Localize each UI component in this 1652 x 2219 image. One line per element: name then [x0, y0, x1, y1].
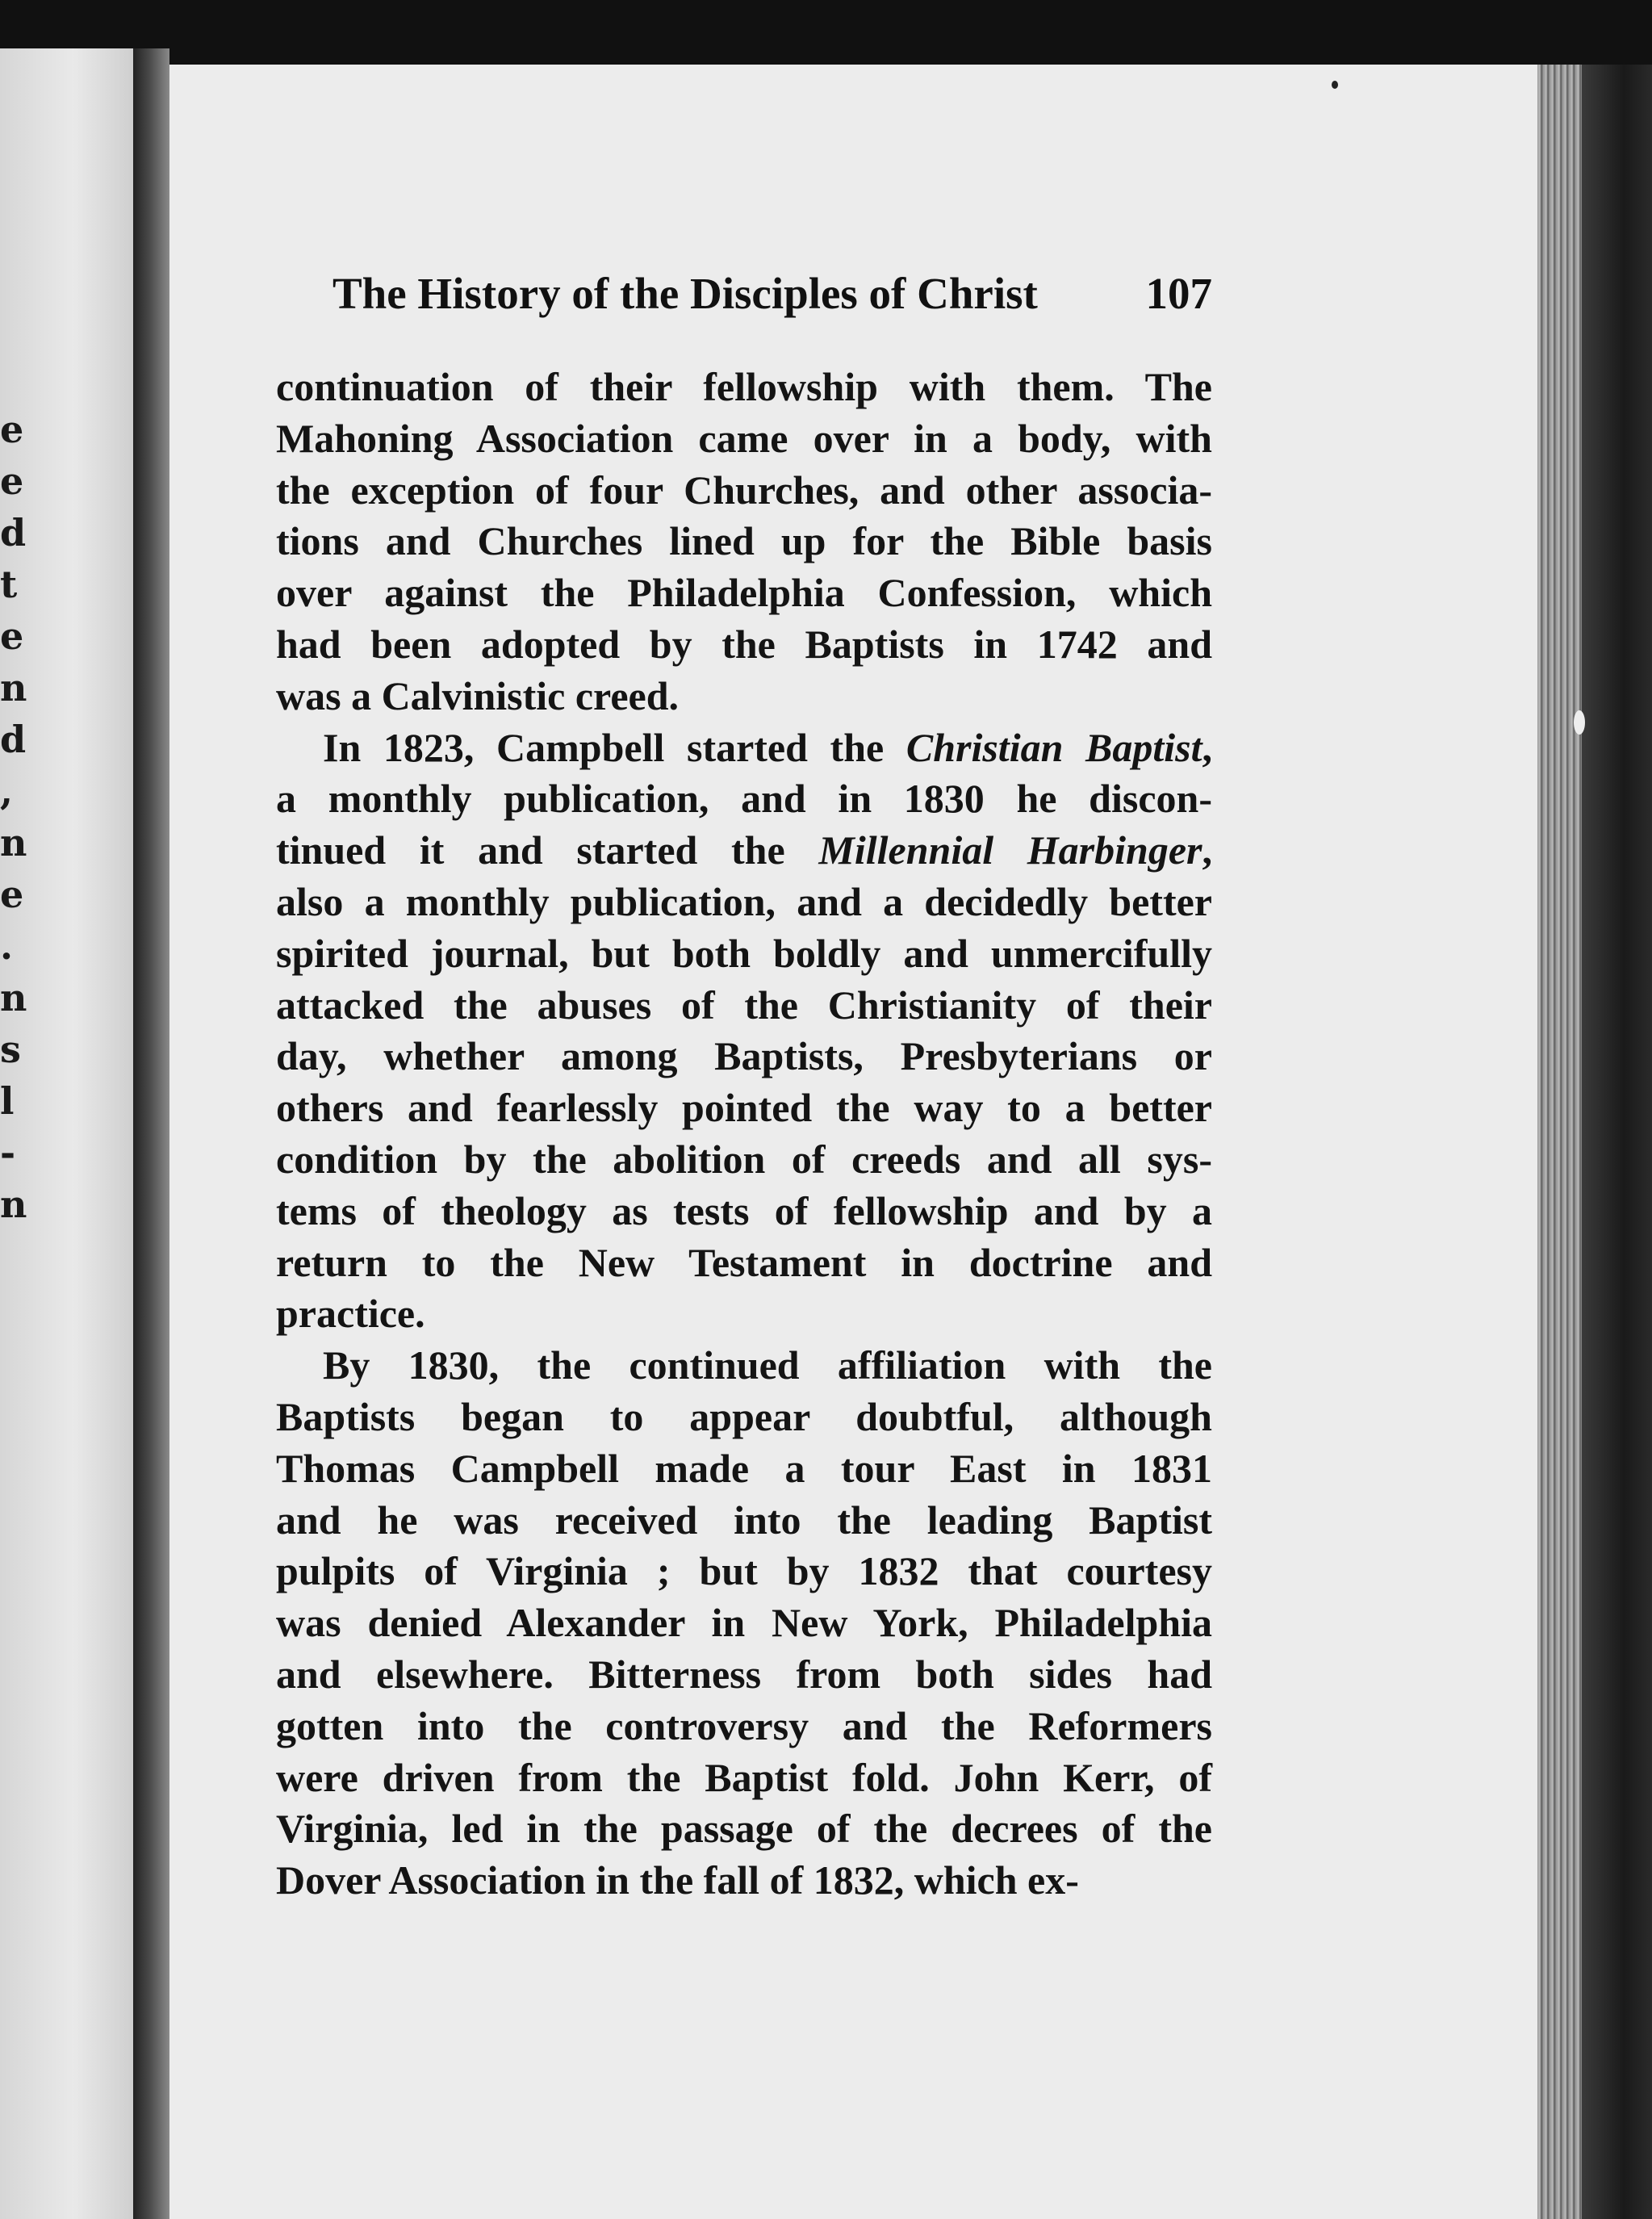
- text-segment: tions and Churches lined up for the Bible basis: [276, 518, 1212, 564]
- text-line: [276, 1752, 1212, 1804]
- fragment: s: [0, 1028, 21, 1071]
- text-line: [276, 465, 1212, 517]
- text-segment: and he was received into the leading Baptist: [276, 1497, 1212, 1543]
- text-line: [276, 928, 1212, 980]
- text-line: [276, 877, 1212, 928]
- text-line: [276, 1597, 1212, 1649]
- text-segment: Thomas Campbell made a tour East in 1831: [276, 1445, 1212, 1491]
- text-line: [276, 567, 1212, 619]
- running-title: The History of the Disciples of Christ: [332, 269, 1038, 318]
- text-segment: tinued it and started the: [276, 827, 819, 873]
- fragment: .: [0, 924, 14, 968]
- text-segment: had been adopted by the Baptists in 1742 and: [276, 621, 1212, 667]
- text-line: [276, 1186, 1212, 1237]
- text-line: [276, 980, 1212, 1032]
- text-segment: gotten into the controversy and the Reformers: [276, 1702, 1212, 1748]
- fragment: n: [0, 1183, 27, 1226]
- fragment: e: [0, 408, 24, 451]
- fragment: n: [0, 976, 27, 1019]
- text-segment: and elsewhere. Bitterness from both sides had: [276, 1651, 1212, 1697]
- text-segment: Virginia, led in the passage of the decrees of the: [276, 1806, 1212, 1852]
- text-segment: was a Calvinistic creed.: [276, 672, 680, 718]
- text-segment: condition by the abolition of creeds and all sys-: [276, 1136, 1212, 1182]
- scan-speck: [1332, 81, 1338, 89]
- fragment: e: [0, 873, 24, 916]
- text-segment: Mahoning Association came over in a body, with: [276, 415, 1212, 461]
- fragment: -: [0, 1131, 16, 1174]
- running-header: [332, 268, 1212, 333]
- text-segment: In 1823, Campbell started the: [323, 724, 906, 770]
- text-segment: others and fearlessly pointed the way to a better: [276, 1085, 1212, 1131]
- text-line: [276, 825, 1212, 877]
- text-line: [276, 1031, 1212, 1082]
- text-segment: a monthly publication, and in 1830 he discon-: [276, 776, 1212, 822]
- fragment: n: [0, 821, 27, 865]
- text-line: [276, 413, 1212, 465]
- text-line: [276, 1649, 1212, 1701]
- text-line: [276, 773, 1212, 825]
- text-line: [276, 1701, 1212, 1752]
- text-line: [276, 671, 1212, 722]
- fragment: n: [0, 666, 27, 710]
- text-segment: practice.: [276, 1291, 425, 1337]
- text-segment: pulpits of Virginia ; but by 1832 that courtesy: [276, 1548, 1212, 1594]
- text-segment: attacked the abuses of the Christianity of their: [276, 982, 1212, 1028]
- fragment: e: [0, 614, 24, 658]
- scan-speck: [1574, 710, 1585, 735]
- text-segment: Dover Association in the fall of 1832, which ex-: [276, 1857, 1079, 1903]
- text-line: [276, 516, 1212, 567]
- page-number: 107: [1145, 269, 1212, 318]
- fragment: ,: [0, 769, 14, 813]
- text-line: [276, 1443, 1212, 1495]
- text-line: [276, 1803, 1212, 1855]
- text-line: [276, 1855, 1212, 1907]
- text-segment: spirited journal, but both boldly and unmercifully: [276, 930, 1212, 976]
- text-segment: tems of theology as tests of fellowship and by a: [276, 1187, 1212, 1233]
- text-line: [276, 362, 1212, 413]
- book-cover-edge: [1582, 65, 1652, 2219]
- text-segment: By 1830, the continued affiliation with the: [323, 1342, 1212, 1388]
- text-segment: Baptists began to appear doubtful, although: [276, 1393, 1212, 1439]
- text-segment: return to the New Testament in doctrine and: [276, 1239, 1212, 1285]
- text-line: [276, 1392, 1212, 1443]
- text-segment: ,: [1202, 724, 1213, 770]
- text-line: [276, 1495, 1212, 1547]
- text-segment: the exception of four Churches, and other associa-: [276, 467, 1212, 513]
- text-line: [276, 619, 1212, 671]
- text-segment: also a monthly publication, and a decidedly better: [276, 878, 1212, 924]
- fragment: t: [0, 563, 18, 606]
- text-segment: were driven from the Baptist fold. John Kerr, of: [276, 1754, 1212, 1800]
- text-line: [276, 1082, 1212, 1134]
- fragment: l: [0, 1079, 15, 1123]
- previous-page-strip: [0, 48, 133, 2219]
- text-segment: continuation of their fellowship with them. The: [276, 364, 1212, 409]
- text-segment: day, whether among Baptists, Presbyterians or: [276, 1033, 1212, 1079]
- text-line: [276, 1237, 1212, 1289]
- text-segment: over against the Philadelphia Confession, which: [276, 570, 1212, 616]
- book-gutter: [133, 48, 169, 2219]
- previous-page-fragments: [0, 404, 27, 1230]
- text-line: [276, 1340, 1212, 1392]
- text-segment: was denied Alexander in New York, Philadelphia: [276, 1600, 1212, 1646]
- text-line: [276, 1546, 1212, 1597]
- italic-title: Millennial Harbinger: [818, 827, 1202, 873]
- text-line: [276, 1288, 1212, 1340]
- italic-title: Christian Baptist: [905, 724, 1202, 770]
- text-line: [276, 1134, 1212, 1186]
- text-line: [276, 722, 1212, 774]
- text-segment: ,: [1202, 827, 1212, 873]
- fragment: d: [0, 718, 27, 761]
- fragment: d: [0, 511, 27, 555]
- fragment: e: [0, 459, 24, 503]
- body-text: [276, 362, 1212, 1907]
